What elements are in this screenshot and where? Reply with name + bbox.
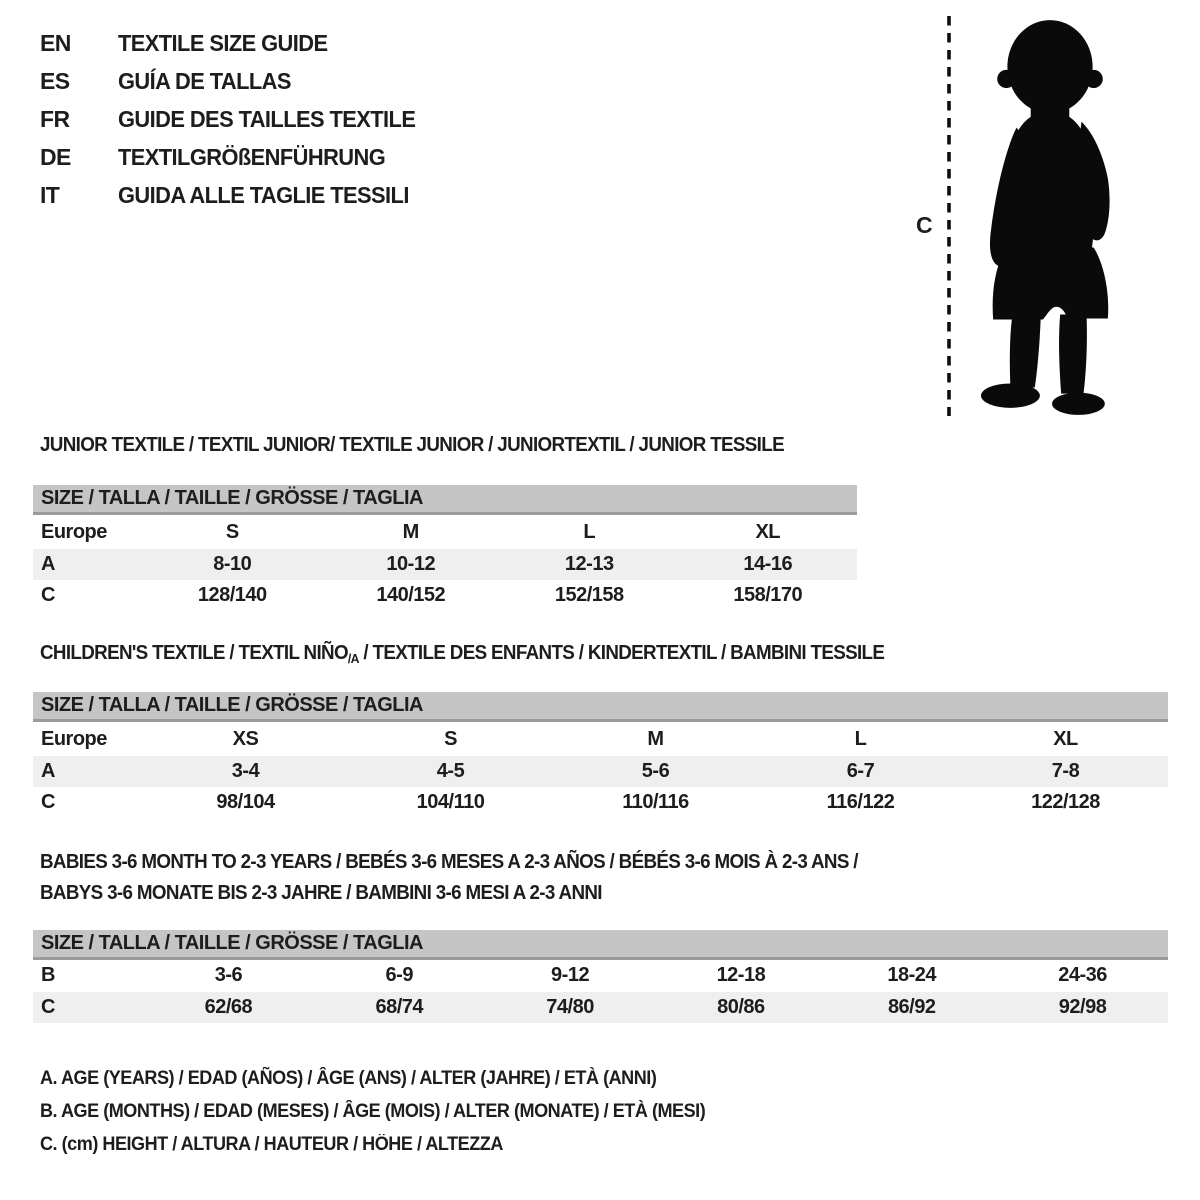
junior-col-l: L [583, 520, 596, 543]
children-title-sub: /A [347, 651, 359, 666]
row-label: B [41, 964, 55, 987]
lang-code-it: IT [40, 182, 60, 208]
height-measure-label: C [916, 212, 933, 238]
babies-size-header: SIZE / TALLA / TAILLE / GRÖSSE / TAGLIA [33, 930, 1168, 959]
language-title-list [40, 30, 431, 220]
cell: 86/92 [826, 992, 997, 1023]
cell: 10-12 [322, 549, 501, 580]
babies-section-title-line1: BABIES 3-6 MONTH TO 2-3 YEARS / BEBÉS 3-6 MESES A 2-3 AÑOS / BÉBÉS 3-6 MOIS À 2-3 ANS / [40, 851, 858, 873]
cell: 62/68 [143, 992, 314, 1023]
lang-title-es: GUÍA DE TALLAS [118, 68, 291, 94]
children-row-a [33, 756, 1168, 787]
junior-col-m: M [402, 520, 419, 543]
children-title-rest: / TEXTILE DES ENFANTS / KINDERTEXTIL / BAMBINI TESSILE [358, 642, 885, 664]
children-section-title [40, 642, 884, 666]
lang-row-de [40, 144, 431, 171]
children-col-s: S [444, 727, 457, 750]
lang-title-de: TEXTILGRÖßENFÜHRUNG [118, 144, 386, 170]
cell: 128/140 [197, 584, 267, 606]
cell: 7-8 [963, 756, 1168, 787]
cell: 5-6 [553, 756, 758, 787]
legend [40, 1062, 740, 1161]
cell: 4-5 [348, 756, 553, 787]
junior-section-title: JUNIOR TEXTILE / TEXTIL JUNIOR/ TEXTILE JUNIOR / JUNIORTEXTIL / JUNIOR TESSILE [40, 434, 784, 456]
legend-line-c: C. (cm) HEIGHT / ALTURA / HAUTEUR / HÖHE / ALTEZZA [40, 1134, 503, 1155]
lang-row-en [40, 30, 431, 57]
cell: 12-18 [716, 964, 766, 987]
lang-code-es: ES [40, 68, 70, 94]
cell: 9-12 [551, 964, 590, 987]
cell: 12-13 [500, 549, 679, 580]
row-label: A [33, 756, 143, 787]
children-size-table [33, 692, 1168, 818]
cell: 6-7 [758, 756, 963, 787]
cell: 140/152 [376, 584, 446, 606]
babies-section-title-line2: BABYS 3-6 MONATE BIS 2-3 JAHRE / BAMBINI 3-6 MESI A 2-3 ANNI [40, 882, 602, 904]
junior-region-label: Europe [41, 520, 107, 543]
row-label: C [41, 584, 55, 606]
height-dashed-line [946, 16, 952, 416]
children-col-m: M [647, 727, 664, 750]
junior-row-c [33, 580, 857, 611]
lang-row-fr [40, 106, 431, 133]
children-title-main: CHILDREN'S TEXTILE / TEXTIL NIÑO [40, 642, 348, 664]
lang-title-it: GUIDA ALLE TAGLIE TESSILI [118, 182, 409, 208]
legend-line-b: B. AGE (MONTHS) / EDAD (MESES) / ÂGE (MOIS) / ALTER (MONATE) / ETÀ (MESI) [40, 1101, 706, 1122]
cell: 110/116 [622, 791, 689, 813]
cell: 80/86 [655, 992, 826, 1023]
cell: 158/170 [733, 584, 803, 606]
cell: 68/74 [314, 992, 485, 1023]
cell: 74/80 [485, 992, 656, 1023]
lang-row-it [40, 182, 431, 209]
row-label: A [33, 549, 143, 580]
cell: 18-24 [887, 964, 937, 987]
junior-size-header: SIZE / TALLA / TAILLE / GRÖSSE / TAGLIA [33, 485, 857, 514]
legend-line-a: A. AGE (YEARS) / EDAD (AÑOS) / ÂGE (ANS) / ALTER (JAHRE) / ETÀ (ANNI) [40, 1068, 657, 1089]
babies-size-table [33, 930, 1168, 1023]
children-region-label: Europe [41, 727, 107, 750]
children-col-xl: XL [1053, 727, 1078, 750]
junior-col-s: S [225, 520, 239, 543]
cell: 116/122 [826, 791, 895, 813]
cell: 98/104 [216, 791, 275, 813]
cell: 3-6 [214, 964, 243, 987]
babies-row-b [33, 959, 1168, 992]
junior-row-a [33, 549, 857, 580]
children-column-header-row [33, 721, 1168, 757]
cell: 24-36 [1058, 964, 1107, 987]
row-label: C [33, 992, 143, 1023]
lang-title-en: TEXTILE SIZE GUIDE [118, 30, 328, 56]
children-col-xs: XS [232, 727, 259, 750]
children-size-header: SIZE / TALLA / TAILLE / GRÖSSE / TAGLIA [33, 692, 1168, 721]
cell: 3-4 [143, 756, 348, 787]
children-row-c [33, 787, 1168, 818]
junior-col-xl: XL [755, 520, 781, 543]
cell: 6-9 [385, 964, 413, 987]
cell: 104/110 [416, 791, 485, 813]
row-label: C [41, 791, 55, 813]
junior-column-header-row [33, 514, 857, 550]
cell: 8-10 [143, 549, 322, 580]
children-col-l: L [854, 727, 867, 750]
baby-silhouette-icon [962, 14, 1138, 420]
lang-row-es [40, 68, 431, 95]
babies-row-c [33, 992, 1168, 1023]
lang-code-de: DE [40, 144, 71, 170]
cell: 14-16 [679, 549, 858, 580]
lang-title-fr: GUIDE DES TAILLES TEXTILE [118, 106, 416, 132]
cell: 92/98 [997, 992, 1168, 1023]
cell: 122/128 [1031, 791, 1100, 813]
cell: 152/158 [554, 584, 624, 606]
lang-code-en: EN [40, 30, 71, 56]
lang-code-fr: FR [40, 106, 70, 132]
junior-size-table [33, 485, 857, 611]
